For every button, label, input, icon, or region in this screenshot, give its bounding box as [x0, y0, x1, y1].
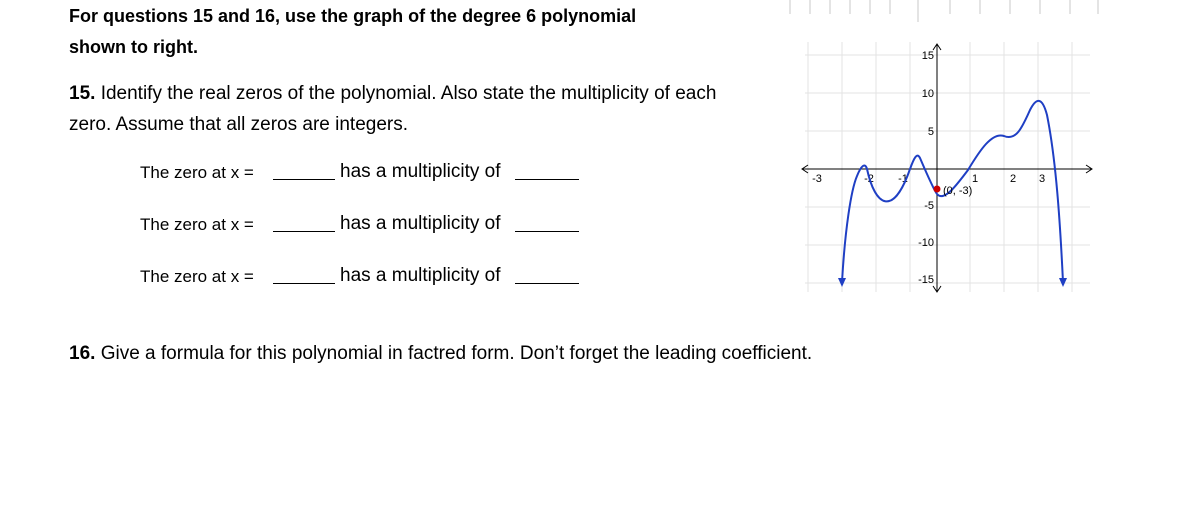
- zero-answer-blank[interactable]: [273, 283, 335, 284]
- graph-axes: [802, 44, 1092, 292]
- multiplicity-answer-blank[interactable]: [515, 231, 579, 232]
- top-edge-marks: [780, 0, 1098, 22]
- x-tick-label: 3: [1038, 173, 1046, 185]
- zero-answer-blank[interactable]: [273, 231, 335, 232]
- y-tick-labels: [918, 50, 934, 286]
- x-tick-label: 1: [971, 173, 979, 185]
- zero-answer-blank[interactable]: [273, 179, 335, 180]
- y-tick-label: -5: [924, 200, 934, 212]
- graph-grid: [805, 42, 1090, 292]
- y-tick-label: -10: [918, 237, 934, 249]
- y-tick-label: 10: [921, 88, 934, 100]
- y-tick-label: 15: [921, 50, 934, 62]
- point-label: (0, -3): [943, 185, 973, 197]
- intro-line-1: For questions 15 and 16, use the graph of the degree 6 polynomial: [69, 6, 637, 26]
- question-15-number: 15.: [69, 83, 96, 104]
- zero-label: The zero at x =: [140, 215, 254, 234]
- intro-instructions: [69, 1, 636, 63]
- y-tick-label: 5: [927, 126, 934, 138]
- question-16-number: 16.: [69, 343, 96, 364]
- question-15-text-1: Identify the real zeros of the polynomial. Also state the multiplicity of each: [100, 83, 717, 104]
- multiplicity-label: has a multiplicity of: [340, 161, 501, 182]
- multiplicity-label: has a multiplicity of: [340, 265, 501, 286]
- x-tick-label: -2: [864, 173, 874, 185]
- question-16: [69, 340, 812, 368]
- y-tick-label: -15: [918, 274, 934, 286]
- question-16-text: Give a formula for this polynomial in factred form. Don’t forget the leading coefficient.: [100, 343, 813, 364]
- question-15: [69, 78, 789, 140]
- x-tick-label: -3: [812, 173, 822, 185]
- zero-label: The zero at x =: [140, 267, 254, 286]
- multiplicity-label: has a multiplicity of: [340, 213, 501, 234]
- x-tick-label: -1: [898, 173, 908, 185]
- zero-label: The zero at x =: [140, 163, 254, 182]
- polynomial-graph: [780, 0, 1100, 300]
- y-intercept-point: [934, 186, 941, 193]
- multiplicity-answer-blank[interactable]: [515, 283, 579, 284]
- question-15-text-2: zero. Assume that all zeros are integers.: [69, 114, 408, 135]
- multiplicity-answer-blank[interactable]: [515, 179, 579, 180]
- x-tick-label: 2: [1009, 173, 1017, 185]
- intro-line-2: shown to right.: [69, 37, 198, 57]
